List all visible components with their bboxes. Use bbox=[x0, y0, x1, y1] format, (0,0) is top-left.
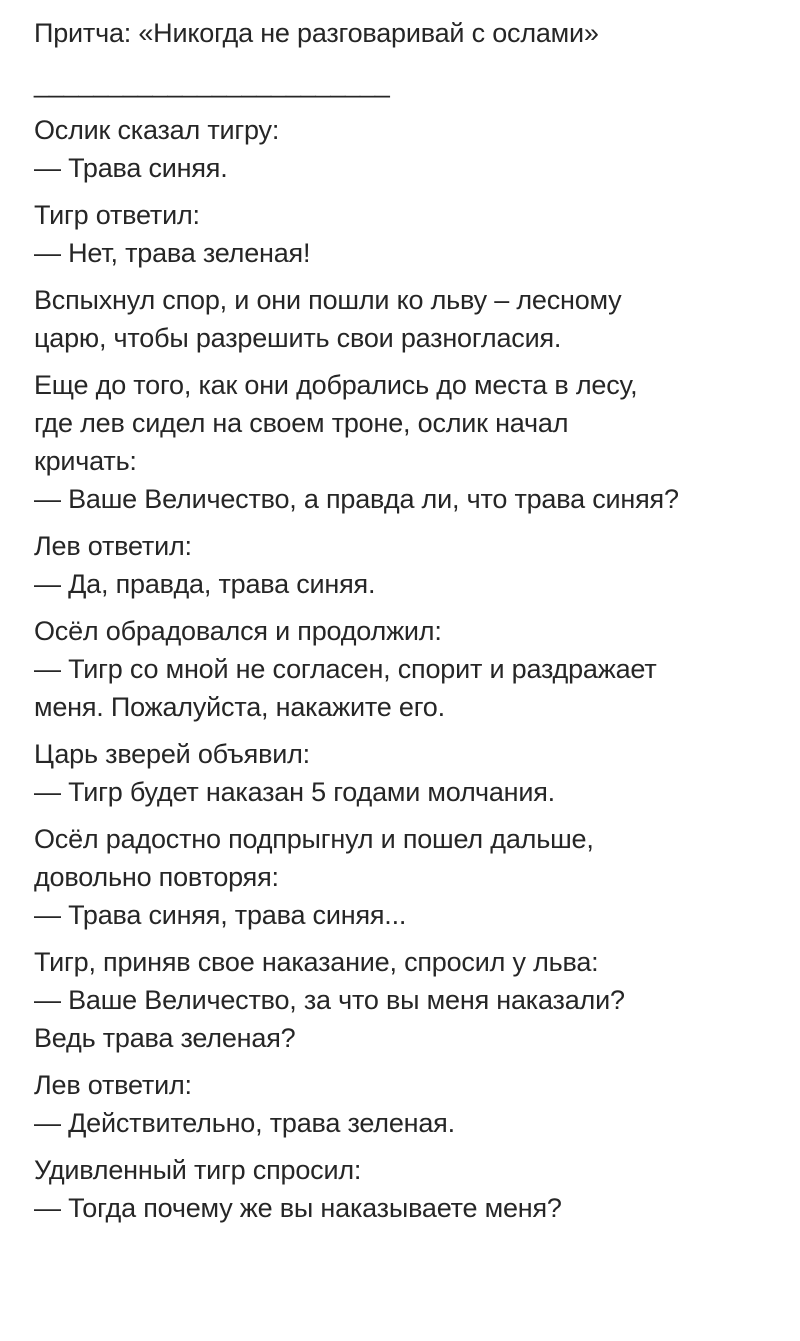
paragraph bbox=[34, 527, 784, 603]
text-line: — Трава синяя, трава синяя... bbox=[34, 900, 407, 930]
paragraph bbox=[34, 735, 784, 811]
parable-document bbox=[34, 14, 784, 1227]
text-line: кричать: bbox=[34, 446, 137, 476]
text-line: меня. Пожалуйста, накажите его. bbox=[34, 692, 445, 722]
text-line: — Да, правда, трава синяя. bbox=[34, 569, 376, 599]
text-line: где лев сидел на своем троне, ослик начал bbox=[34, 408, 569, 438]
document-title: Притча: «Никогда не разговаривай с ослами» bbox=[34, 18, 599, 48]
text-line: — Тогда почему же вы наказываете меня? bbox=[34, 1193, 562, 1223]
text-line: — Нет, трава зеленая! bbox=[34, 238, 311, 268]
paragraph bbox=[34, 111, 784, 187]
paragraph bbox=[34, 1151, 784, 1227]
text-line: — Ваше Величество, за что вы меня наказали? bbox=[34, 985, 625, 1015]
text-line: Удивленный тигр спросил: bbox=[34, 1155, 362, 1185]
text-line: Осёл радостно подпрыгнул и пошел дальше, bbox=[34, 824, 594, 854]
text-line: Вспыхнул спор, и они пошли ко льву – лесному bbox=[34, 285, 622, 315]
paragraph bbox=[34, 366, 784, 518]
text-line: Еще до того, как они добрались до места в лесу, bbox=[34, 370, 638, 400]
text-line: Царь зверей объявил: bbox=[34, 739, 310, 769]
text-line: Тигр, приняв свое наказание, спросил у льва: bbox=[34, 947, 599, 977]
text-line: — Ваше Величество, а правда ли, что трава синяя? bbox=[34, 484, 679, 514]
text-line: Ведь трава зеленая? bbox=[34, 1023, 296, 1053]
paragraph bbox=[34, 1066, 784, 1142]
text-line: — Трава синяя. bbox=[34, 153, 228, 183]
text-line: — Действительно, трава зеленая. bbox=[34, 1108, 455, 1138]
text-line: Лев ответил: bbox=[34, 1070, 192, 1100]
title-separator: ________________________ bbox=[34, 68, 390, 98]
paragraph bbox=[34, 612, 784, 726]
text-line: — Тигр будет наказан 5 годами молчания. bbox=[34, 777, 555, 807]
text-line: — Тигр со мной не согласен, спорит и раздражает bbox=[34, 654, 657, 684]
paragraph bbox=[34, 281, 784, 357]
text-line: довольно повторяя: bbox=[34, 862, 279, 892]
paragraph bbox=[34, 196, 784, 272]
text-line: царю, чтобы разрешить свои разногласия. bbox=[34, 323, 562, 353]
text-line: Ослик сказал тигру: bbox=[34, 115, 280, 145]
paragraph bbox=[34, 820, 784, 934]
paragraph bbox=[34, 943, 784, 1057]
text-line: Осёл обрадовался и продолжил: bbox=[34, 616, 442, 646]
text-line: Лев ответил: bbox=[34, 531, 192, 561]
text-line: Тигр ответил: bbox=[34, 200, 200, 230]
